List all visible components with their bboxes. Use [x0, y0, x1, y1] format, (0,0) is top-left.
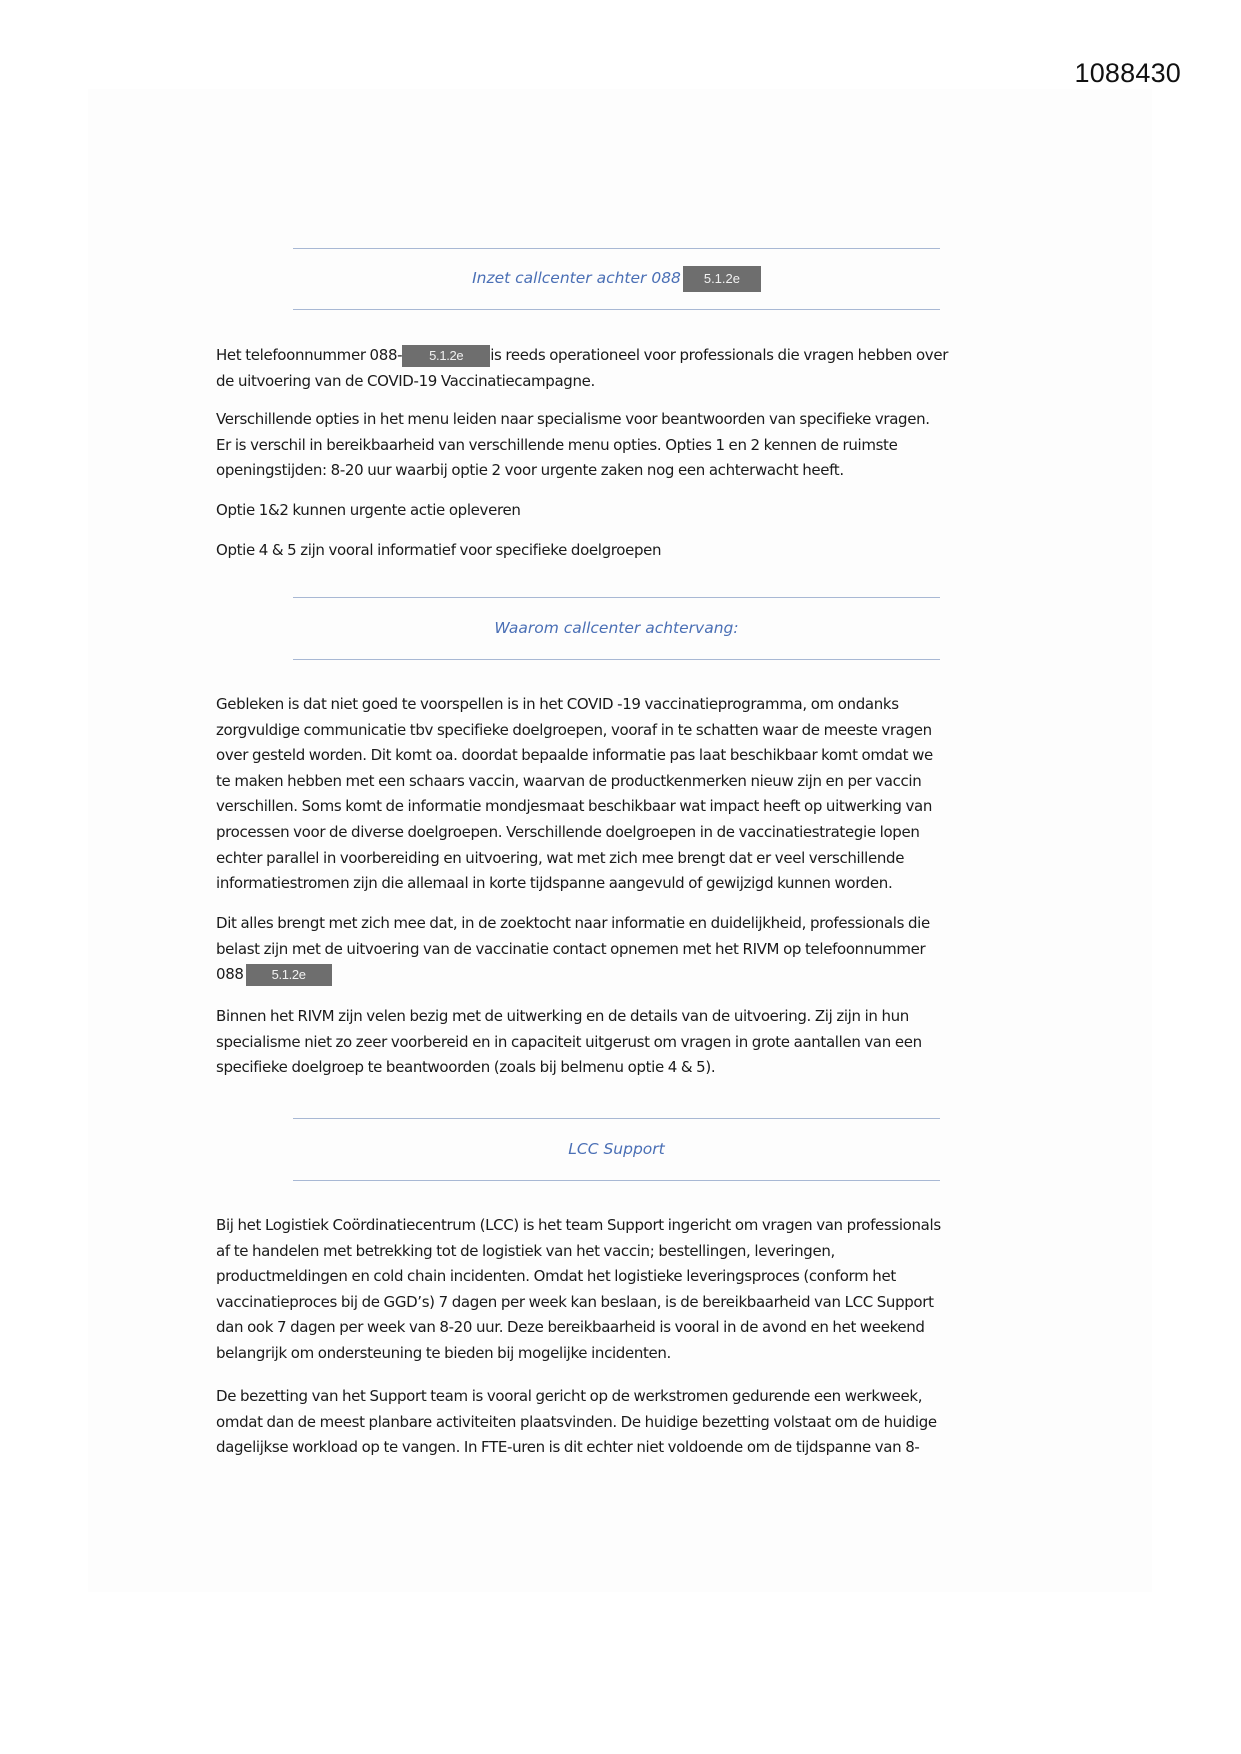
text-line: vaccinatieproces bij de GGD’s) 7 dagen per week kan beslaan, is de bereikbaarheid van LCC Support	[216, 1292, 934, 1311]
text-line: dagelijkse workload op te vangen. In FTE-uren is dit echter niet voldoende om de tijdspanne van 8-	[216, 1438, 920, 1457]
section-heading-inzet-callcenter	[293, 248, 940, 310]
text-line: verschillen. Soms komt de informatie mondjesmaat beschikbaar wat impact heeft op uitwerking van	[216, 797, 932, 816]
text-line: Het telefoonnummer 088- 5.1.2e is reeds operationeel voor professionals die vragen hebben over	[216, 343, 1031, 369]
text-line: specialisme niet zo zeer voorbereid en in capaciteit uitgerust om vragen in grote aantallen van een	[216, 1032, 922, 1051]
text-line: Er is verschil in bereikbaarheid van verschillende menu opties. Opties 1 en 2 kennen de ruimste	[216, 435, 898, 454]
text-line: Bij het Logistiek Coördinatiecentrum (LCC) is het team Support ingericht om vragen van professionals	[216, 1216, 941, 1234]
text-line: informatiestromen zijn die allemaal in korte tijdspanne aangevuld of gewijzigd kunnen worden.	[216, 874, 893, 892]
paragraph-option-1-2	[216, 498, 1031, 524]
paragraph-menu-options	[216, 407, 1031, 484]
paragraph-unpredictability	[216, 692, 1031, 891]
section-heading-text: Waarom callcenter achtervang:	[494, 619, 739, 637]
text-line: echter parallel in voorbereiding en uitvoering, wat met zich mee brengt dat er veel verschillende	[216, 848, 905, 867]
text-line: belast zijn met de uitvoering van de vaccinatie contact opnemen met het RIVM op telefoonnummer	[216, 939, 926, 958]
redaction-block: 5.1.2e	[246, 964, 332, 986]
text-line: Dit alles brengt met zich mee dat, in de zoektocht naar informatie en duidelijkheid, professionals die	[216, 914, 930, 932]
paragraph-rivm-capacity	[216, 1004, 1031, 1081]
section-heading-text: LCC Support	[568, 1140, 665, 1158]
text-line: over gesteld worden. Dit komt oa. doordat bepaalde informatie pas laat beschikbaar komt omdat we	[216, 746, 933, 765]
text-line: Binnen het RIVM zijn velen bezig met de uitwerking en de details van de uitvoering. Zij zijn in hun	[216, 1007, 909, 1025]
section-heading-waarom-achtervang	[293, 597, 940, 660]
text-line: productmeldingen en cold chain incidenten. Omdat het logistieke leveringsproces (conform het	[216, 1267, 896, 1286]
text-line: 088 5.1.2e	[216, 962, 1031, 988]
section-heading-lcc-support	[293, 1118, 940, 1181]
text-line: Optie 1&2 kunnen urgente actie opleveren	[216, 501, 521, 519]
section-heading-text: Inzet callcenter achter 088	[472, 269, 681, 287]
paragraph-support-staffing	[216, 1384, 1031, 1461]
text-line: zorgvuldige communicatie tbv specifieke doelgroepen, vooraf in te schatten waar de meeste vragen	[216, 720, 932, 739]
paragraph-lcc-team	[216, 1213, 1031, 1367]
text-line: af te handelen met betrekking tot de logistiek van het vaccin; bestellingen, leveringen,	[216, 1241, 835, 1260]
text-line: Gebleken is dat niet goed te voorspellen is in het COVID -19 vaccinatieprogramma, om ondanks	[216, 695, 899, 713]
redaction-block: 5.1.2e	[402, 345, 490, 367]
redaction-block: 5.1.2e	[683, 266, 761, 292]
text-line: dan ook 7 dagen per week van 8-20 uur. Deze bereikbaarheid is vooral in de avond en het weekend	[216, 1318, 925, 1337]
text-line: processen voor de diverse doelgroepen. Verschillende doelgroepen in de vaccinatiestrategie lopen	[216, 822, 920, 841]
paragraph-contact-rivm	[216, 911, 1031, 988]
paragraph-phone-number	[216, 343, 1031, 394]
text-line: de uitvoering van de COVID-19 Vaccinatiecampagne.	[216, 371, 595, 390]
document-id: 1088430	[1074, 58, 1181, 88]
text-line: specifieke doelgroep te beantwoorden (zoals bij belmenu optie 4 & 5).	[216, 1058, 716, 1077]
paragraph-option-4-5	[216, 538, 1031, 564]
text-line: te maken hebben met een schaars vaccin, waarvan de productkenmerken nieuw zijn en per vaccin	[216, 771, 922, 790]
text-line: Verschillende opties in het menu leiden naar specialisme voor beantwoorden van specifieke vragen.	[216, 410, 930, 428]
text-line: Optie 4 & 5 zijn vooral informatief voor specifieke doelgroepen	[216, 541, 662, 559]
text-line: openingstijden: 8-20 uur waarbij optie 2 voor urgente zaken nog een achterwacht heeft.	[216, 461, 844, 480]
text-line: omdat dan de meest planbare activiteiten plaatsvinden. De huidige bezetting volstaat om de huidige	[216, 1412, 937, 1431]
text-line: De bezetting van het Support team is vooral gericht op de werkstromen gedurende een werkweek,	[216, 1387, 923, 1405]
text-line: belangrijk om ondersteuning te bieden bij mogelijke incidenten.	[216, 1343, 671, 1362]
